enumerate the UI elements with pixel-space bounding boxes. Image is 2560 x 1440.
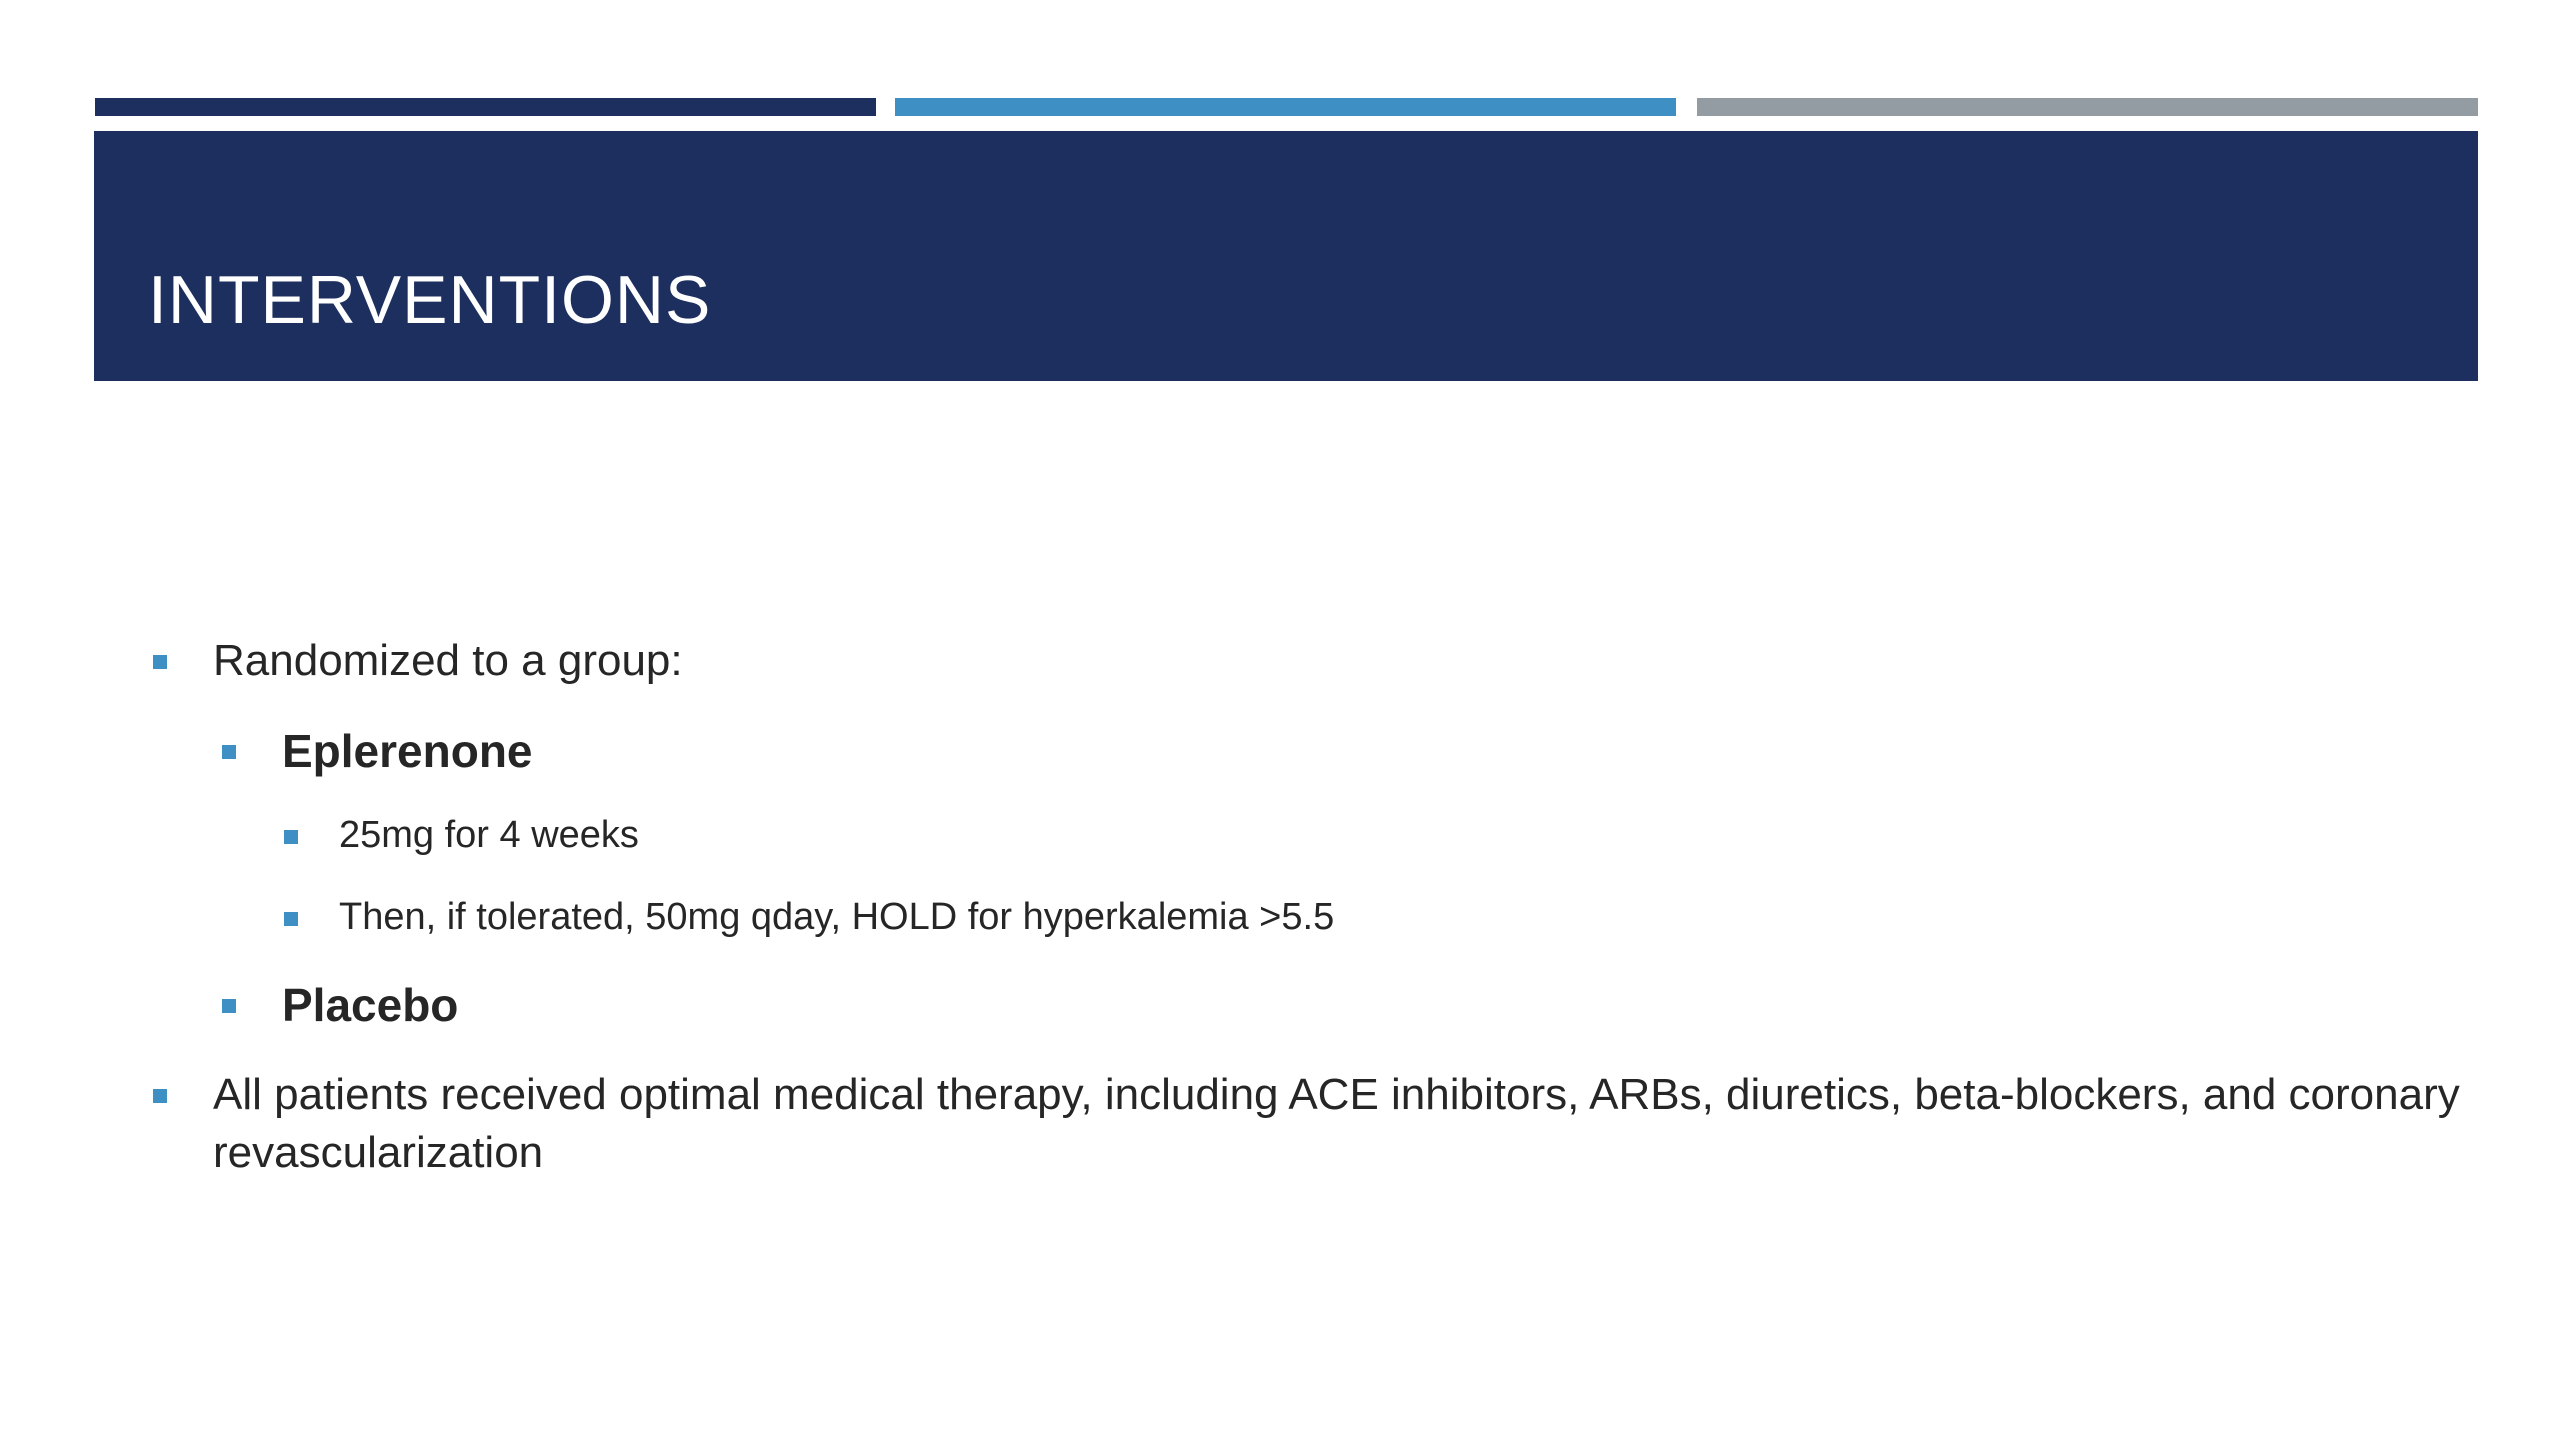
square-bullet-icon — [222, 745, 236, 759]
bullet-text: Eplerenone — [282, 725, 533, 777]
square-bullet-icon — [222, 999, 236, 1013]
bullet-item — [339, 810, 2439, 860]
bullet-text: 25mg for 4 weeks — [339, 814, 639, 856]
bullet-text: All patients received optimal medical therapy, including ACE inhibitors, ARBs, diuretics, beta-blockers, and coronary revascularization — [213, 1070, 2460, 1178]
square-bullet-icon — [153, 1089, 167, 1103]
slide-title: INTERVENTIONS — [148, 262, 712, 338]
bullet-item — [282, 721, 2432, 782]
bullet-item — [213, 632, 2463, 690]
bullet-text: Randomized to a group: — [213, 636, 683, 685]
square-bullet-icon — [284, 830, 298, 844]
bullet-text: Then, if tolerated, 50mg qday, HOLD for hyperkalemia >5.5 — [339, 896, 1335, 938]
bullet-item — [282, 975, 2432, 1036]
bullet-item — [339, 892, 2439, 942]
square-bullet-icon — [153, 655, 167, 669]
bullet-item — [213, 1066, 2463, 1182]
bullet-text: Placebo — [282, 979, 459, 1031]
square-bullet-icon — [284, 912, 298, 926]
